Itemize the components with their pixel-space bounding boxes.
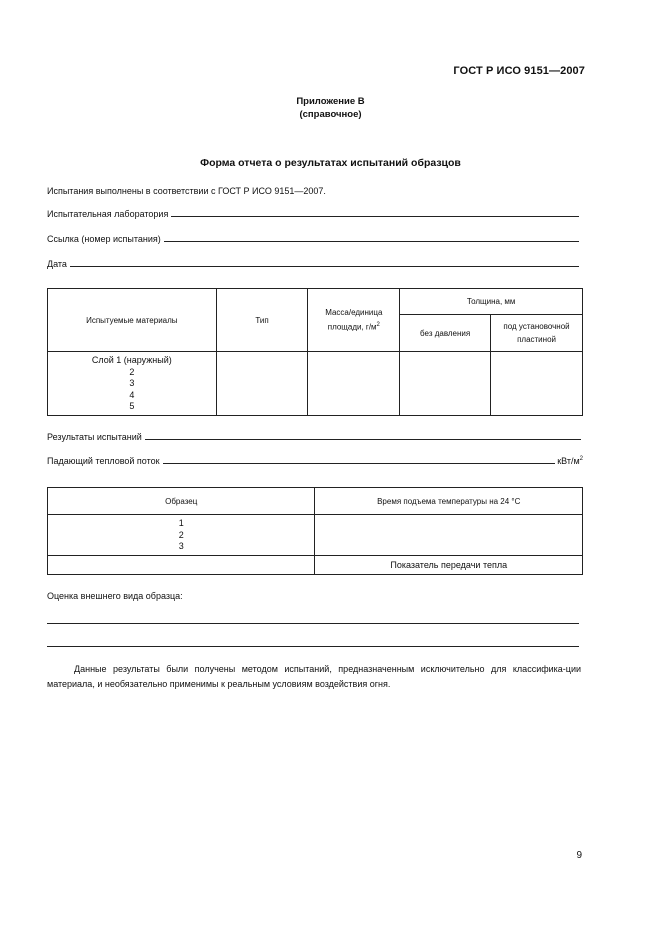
materials-table — [47, 288, 583, 416]
date-field-blank[interactable] — [70, 265, 579, 267]
mass-cell[interactable] — [308, 352, 400, 416]
header-mass — [308, 289, 400, 352]
heat-flux-label: Падающий тепловой поток — [47, 456, 160, 466]
date-field — [47, 259, 579, 269]
samples-table — [47, 487, 583, 575]
time-cell[interactable] — [315, 515, 583, 556]
results-field — [47, 432, 581, 442]
header-time: Время подъема температуры на 24 °С — [315, 488, 583, 515]
type-cell[interactable] — [216, 352, 308, 416]
layers-cell — [48, 352, 217, 416]
ref-field — [47, 234, 579, 244]
page-number: 9 — [576, 850, 582, 861]
layer-item: Слой 1 (наружный) — [91, 355, 172, 365]
header-no-pressure: без давления — [400, 315, 491, 352]
layer-item: 2 — [129, 366, 135, 377]
annex-subtitle: (справочное) — [299, 109, 362, 120]
ref-field-blank[interactable] — [164, 240, 579, 242]
layer-item: 4 — [129, 389, 135, 400]
heat-flux-field — [47, 456, 583, 466]
plate-cell[interactable] — [491, 352, 583, 416]
results-label: Результаты испытаний — [47, 432, 142, 442]
lab-field-blank[interactable] — [171, 215, 579, 217]
layer-item: 5 — [129, 401, 135, 411]
heat-transfer-label: Показатель передачи тепла — [315, 555, 583, 574]
form-title: Форма отчета о результатах испытаний образцов — [200, 157, 461, 169]
layer-item: 3 — [129, 378, 135, 388]
lab-field-label: Испытательная лаборатория — [47, 209, 169, 219]
date-field-label: Дата — [47, 259, 67, 269]
results-blank[interactable] — [145, 438, 581, 440]
heat-flux-unit — [557, 456, 583, 466]
header-plate-line1: под установочной — [503, 322, 570, 331]
header-mass-unit: площади, г/м — [327, 322, 377, 332]
no-pressure-cell[interactable] — [400, 352, 491, 416]
sample-item: 2 — [178, 529, 184, 540]
header-plate — [491, 315, 583, 352]
header-mass-sup: 2 — [376, 322, 380, 329]
sample-item: 1 — [178, 518, 184, 528]
appearance-label: Оценка внешнего вида образца: — [47, 591, 183, 601]
document-code: ГОСТ Р ИСО 9151—2007 — [453, 65, 585, 77]
appearance-line-1[interactable] — [47, 623, 579, 624]
heat-transfer-value-cell[interactable] — [48, 555, 315, 574]
header-plate-line2: пластиной — [517, 335, 556, 344]
lab-field — [47, 209, 579, 219]
sample-item: 3 — [178, 541, 184, 551]
header-mass-line2 — [308, 319, 399, 334]
annex-title: Приложение В — [296, 96, 365, 107]
header-sample: Образец — [48, 488, 315, 515]
intro-text: Испытания выполнены в соответствии с ГОСТ Р ИСО 9151—2007. — [47, 186, 326, 196]
heat-flux-unit-text: кВт/м — [557, 456, 580, 466]
samples-cell — [48, 515, 315, 556]
header-materials: Испытуемые материалы — [48, 289, 217, 352]
heat-flux-blank[interactable] — [163, 462, 556, 464]
header-mass-line1: Масса/единица — [325, 308, 383, 318]
header-thickness: Толщина, мм — [400, 289, 583, 315]
ref-field-label: Ссылка (номер испытания) — [47, 234, 161, 244]
header-type: Тип — [216, 289, 308, 352]
heat-flux-unit-sup: 2 — [579, 456, 583, 462]
method-note: Данные результаты были получены методом испытаний, предназначенным исключительно для классифика-ции материала, и необязательно применимы к реальным условиям воздействия огня. — [47, 664, 581, 689]
appearance-line-2[interactable] — [47, 646, 579, 647]
